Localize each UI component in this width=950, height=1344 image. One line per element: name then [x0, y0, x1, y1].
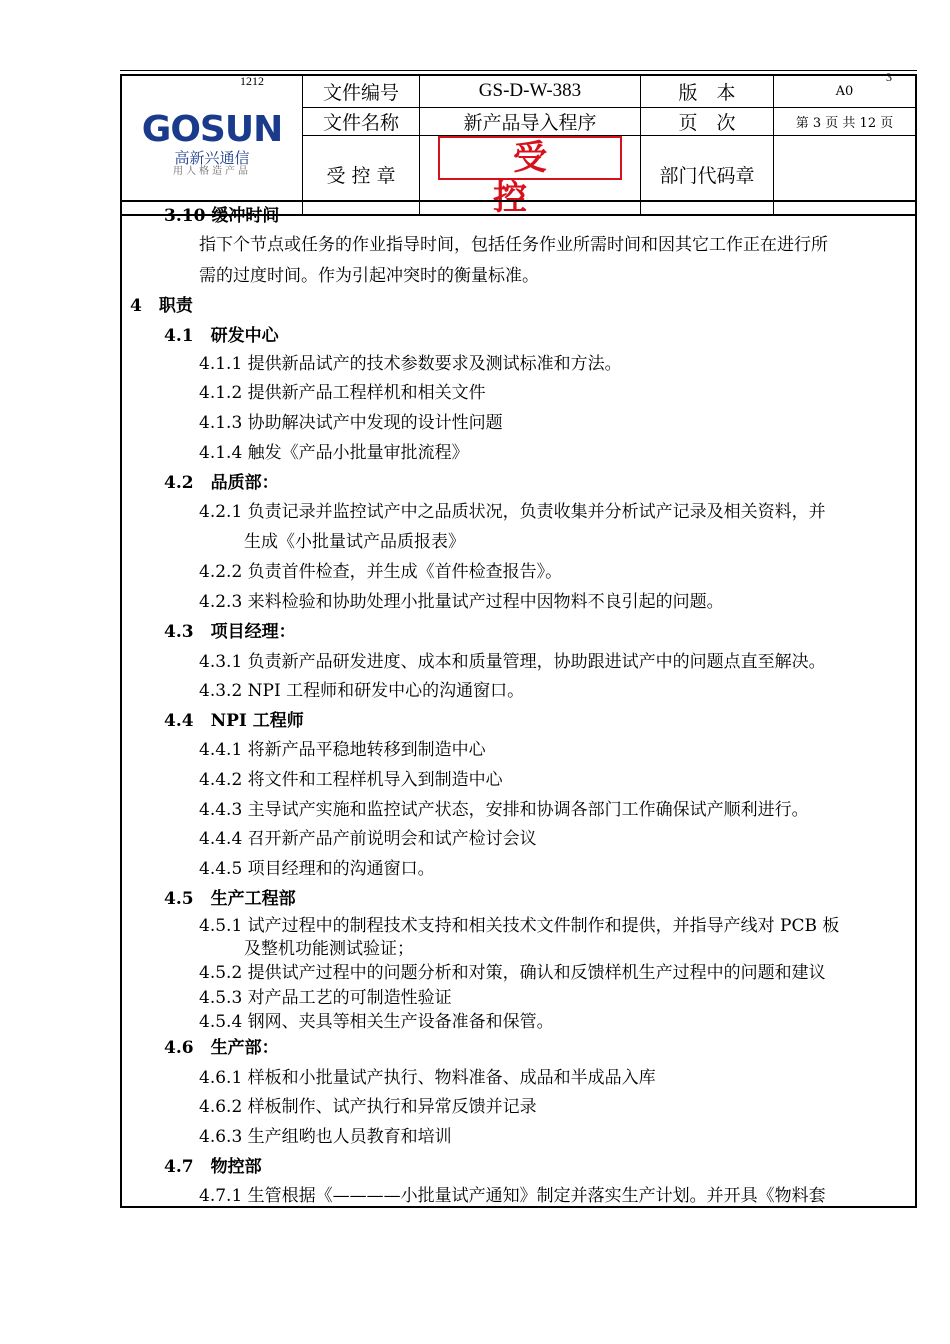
page-mark-left: 1212	[240, 74, 264, 88]
dept-code-label: 部门代码章	[641, 135, 774, 215]
page-label: 页 次	[641, 107, 774, 135]
list-item: 4.1.3 协助解决试产中发现的设计性问题	[199, 413, 503, 433]
list-item: 4.7.1 生管根据《————小批量试产通知》制定并落实生产计划。并开具《物料套	[199, 1186, 826, 1206]
doc-no-label: 文件编号	[303, 75, 420, 107]
logo-cell	[121, 75, 303, 215]
list-item: 4.4.1 将新产品平稳地转移到制造中心	[199, 740, 486, 760]
section-heading: 4.4 NPI 工程师	[164, 711, 304, 731]
list-item: 4.4.5 项目经理和的沟通窗口。	[199, 859, 435, 879]
top-rule	[120, 70, 917, 71]
doc-name-label: 文件名称	[303, 107, 420, 135]
gosun-logo	[122, 108, 302, 178]
version-value: A0	[774, 75, 917, 107]
doc-name-value: 新产品导入程序	[420, 107, 641, 135]
version-label: 版 本	[641, 75, 774, 107]
list-item: 4.1.4 触发《产品小批量审批流程》	[199, 443, 469, 463]
list-item: 4.5.1 试产过程中的制程技术支持和相关技术文件制作和提供，并指导产线对 PCB 板	[199, 916, 840, 936]
list-item: 4.3.1 负责新产品研发进度、成本和质量管理，协助跟进试产中的问题点直至解决。	[199, 652, 826, 672]
logo-chinese-name: 高新兴通信	[174, 148, 250, 167]
list-item: 4.5.4 钢网、夹具等相关生产设备准备和保管。	[199, 1012, 554, 1032]
content-frame	[120, 200, 917, 1208]
list-item: 4.2.3 来料检验和协助处理小批量试产过程中因物料不良引起的问题。	[199, 592, 724, 612]
paragraph-line: 指下个节点或任务的作业指导时间，包括任务作业所需时间和因其它工作正在进行所	[199, 235, 828, 255]
logo-slogan: 用人格造产品	[173, 165, 251, 177]
section-heading: 4.7 物控部	[164, 1157, 262, 1177]
list-item: 4.1.1 提供新品试产的技术参数要求及测试标准和方法。	[199, 354, 622, 374]
section-heading: 3.10 缓冲时间	[164, 206, 280, 226]
control-label: 受 控 章	[303, 135, 420, 215]
paragraph-line: 需的过度时间。作为引起冲突时的衡量标准。	[199, 266, 539, 286]
list-item: 4.1.2 提供新产品工程样机和相关文件	[199, 383, 486, 403]
list-item: 4.2.2 负责首件检查，并生成《首件检查报告》。	[199, 562, 563, 582]
list-item: 4.3.2 NPI 工程师和研发中心的沟通窗口。	[199, 681, 525, 701]
list-item: 4.4.2 将文件和工程样机导入到制造中心	[199, 770, 503, 790]
section-heading: 4.6 生产部：	[164, 1038, 279, 1058]
list-item: 4.6.1 样板和小批量试产执行、物料准备、成品和半成品入库	[199, 1068, 656, 1088]
list-item: 4.5.2 提供试产过程中的问题分析和对策，确认和反馈样机生产过程中的问题和建议	[199, 963, 826, 983]
list-item: 4.2.1 负责记录并监控试产中之品质状况，负责收集并分析试产记录及相关资料，并	[199, 502, 826, 522]
document-header-table	[120, 74, 917, 216]
page-mark-right: 3	[886, 70, 892, 84]
section-heading: 4.3 项目经理：	[164, 622, 296, 642]
list-item-continued: 及整机功能测试验证；	[244, 939, 414, 959]
section-heading: 4.1 研发中心	[164, 326, 279, 346]
page-value: 第 3 页 共 12 页	[774, 107, 917, 135]
list-item: 4.4.4 召开新产品产前说明会和试产检讨会议	[199, 829, 537, 849]
controlled-stamp: 受控	[438, 136, 622, 180]
doc-no-value: GS-D-W-383	[420, 75, 641, 107]
list-item-continued: 生成《小批量试产品质报表》	[244, 532, 465, 552]
list-item: 4.6.3 生产组哟也人员教育和培训	[199, 1127, 452, 1147]
list-item: 4.6.2 样板制作、试产执行和异常反馈并记录	[199, 1097, 537, 1117]
section-heading: 4.2 品质部：	[164, 473, 279, 493]
chapter-heading: 4 职责	[130, 296, 193, 316]
logo-wordmark: GOSUN	[141, 108, 283, 150]
list-item: 4.4.3 主导试产实施和监控试产状态，安排和协调各部门工作确保试产顺利进行。	[199, 800, 809, 820]
section-heading: 4.5 生产工程部	[164, 889, 296, 909]
list-item: 4.5.3 对产品工艺的可制造性验证	[199, 988, 452, 1008]
